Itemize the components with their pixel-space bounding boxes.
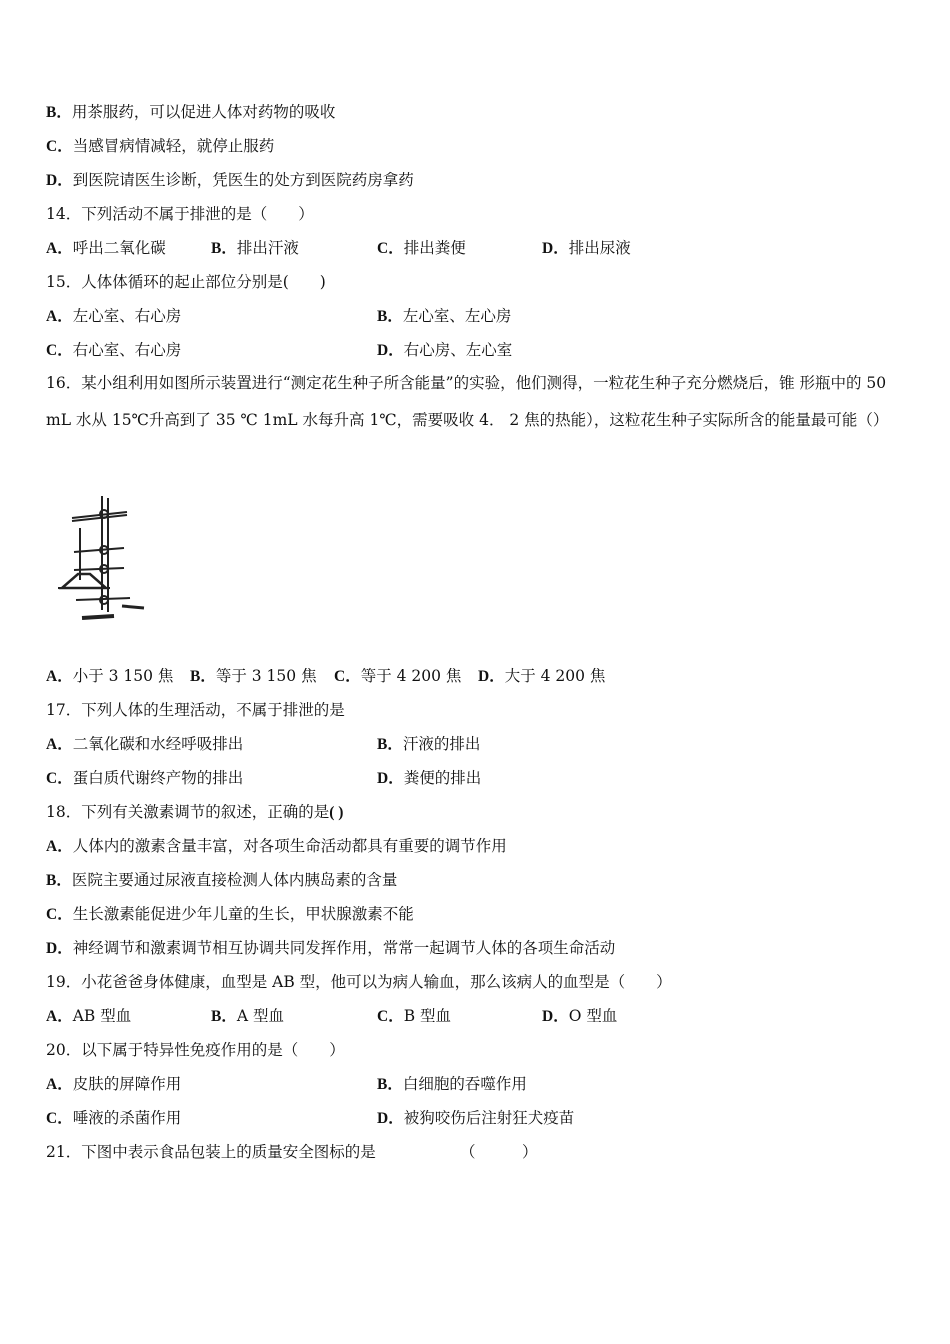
q18-option-a: A．人体内的激素含量丰富，对各项生命活动都具有重要的调节作用 xyxy=(46,837,507,855)
q16-option-a: A．小于 3 150 焦 xyxy=(46,667,174,685)
q14-option-a: A．呼出二氧化碳 xyxy=(46,239,166,257)
q18-stem: 18．下列有关激素调节的叙述，正确的是( ) xyxy=(46,803,344,821)
q13-option-d: D．到医院请医生诊断，凭医生的处方到医院药房拿药 xyxy=(46,171,414,189)
q21-stem: 21．下图中表示食品包装上的质量安全图标的是 xyxy=(46,1143,376,1161)
q16-option-d: D．大于 4 200 焦 xyxy=(478,667,606,685)
q20-option-c: C．唾液的杀菌作用 xyxy=(46,1109,182,1127)
q15-option-b: B．左心室、左心房 xyxy=(377,307,512,325)
q13-option-c: C．当感冒病情减轻，就停止服药 xyxy=(46,137,275,155)
lab-apparatus-icon xyxy=(52,488,152,628)
q15-option-c: C．右心室、右心房 xyxy=(46,341,182,359)
q17-option-d: D．粪便的排出 xyxy=(377,769,482,787)
q21-blank: （ ） xyxy=(460,1143,538,1161)
q14-stem: 14．下列活动不属于排泄的是（ ） xyxy=(46,205,314,223)
q15-option-d: D．右心房、左心室 xyxy=(377,341,513,359)
q15-option-a: A．左心室、右心房 xyxy=(46,307,182,325)
q18-option-c: C．生长激素能促进少年儿童的生长，甲状腺激素不能 xyxy=(46,905,414,923)
q14-option-d: D．排出尿液 xyxy=(542,239,631,257)
q18-option-b: B．医院主要通过尿液直接检测人体内胰岛素的含量 xyxy=(46,871,398,889)
q20-option-b: B．白细胞的吞噬作用 xyxy=(377,1075,527,1093)
q19-stem: 19．小花爸爸身体健康，血型是 AB 型，他可以为病人输血，那么该病人的血型是（ ） xyxy=(46,973,672,991)
q16-option-b: B．等于 3 150 焦 xyxy=(190,667,317,685)
q17-option-c: C．蛋白质代谢终产物的排出 xyxy=(46,769,244,787)
q19-option-d: D．O 型血 xyxy=(542,1007,618,1025)
q20-option-d: D．被狗咬伤后注射狂犬疫苗 xyxy=(377,1109,575,1127)
q17-option-a: A．二氧化碳和水经呼吸排出 xyxy=(46,735,244,753)
q20-stem: 20．以下属于特异性免疫作用的是（ ） xyxy=(46,1041,345,1059)
q18-option-d: D．神经调节和激素调节相互协调共同发挥作用，常常一起调节人体的各项生命活动 xyxy=(46,939,616,957)
q13-option-b: B．用茶服药，可以促进人体对药物的吸收 xyxy=(46,103,336,121)
q16-option-c: C．等于 4 200 焦 xyxy=(334,667,462,685)
q19-option-a: A．AB 型血 xyxy=(46,1007,132,1025)
q14-option-c: C．排出粪便 xyxy=(377,239,466,257)
q19-option-c: C．B 型血 xyxy=(377,1007,452,1025)
q19-option-b: B．A 型血 xyxy=(211,1007,284,1025)
q17-option-b: B．汗液的排出 xyxy=(377,735,481,753)
q14-option-b: B．排出汗液 xyxy=(211,239,299,257)
q17-stem: 17．下列人体的生理活动，不属于排泄的是 xyxy=(46,701,345,719)
q15-stem: 15．人体体循环的起止部位分别是( ) xyxy=(46,273,326,291)
q16-stem: 16．某小组利用如图所示装置进行“测定花生种子所含能量”的实验，他们测得，一粒花生种子充分燃烧后，锥 形瓶中的 50 mL 水从 15℃升高到了 35 ℃ 1mL 水每升高 1℃，需要吸收 4． 2 焦的热能），这粒花生种子实际所含的能量最可能（） xyxy=(46,374,889,429)
q20-option-a: A．皮肤的屏障作用 xyxy=(46,1075,182,1093)
